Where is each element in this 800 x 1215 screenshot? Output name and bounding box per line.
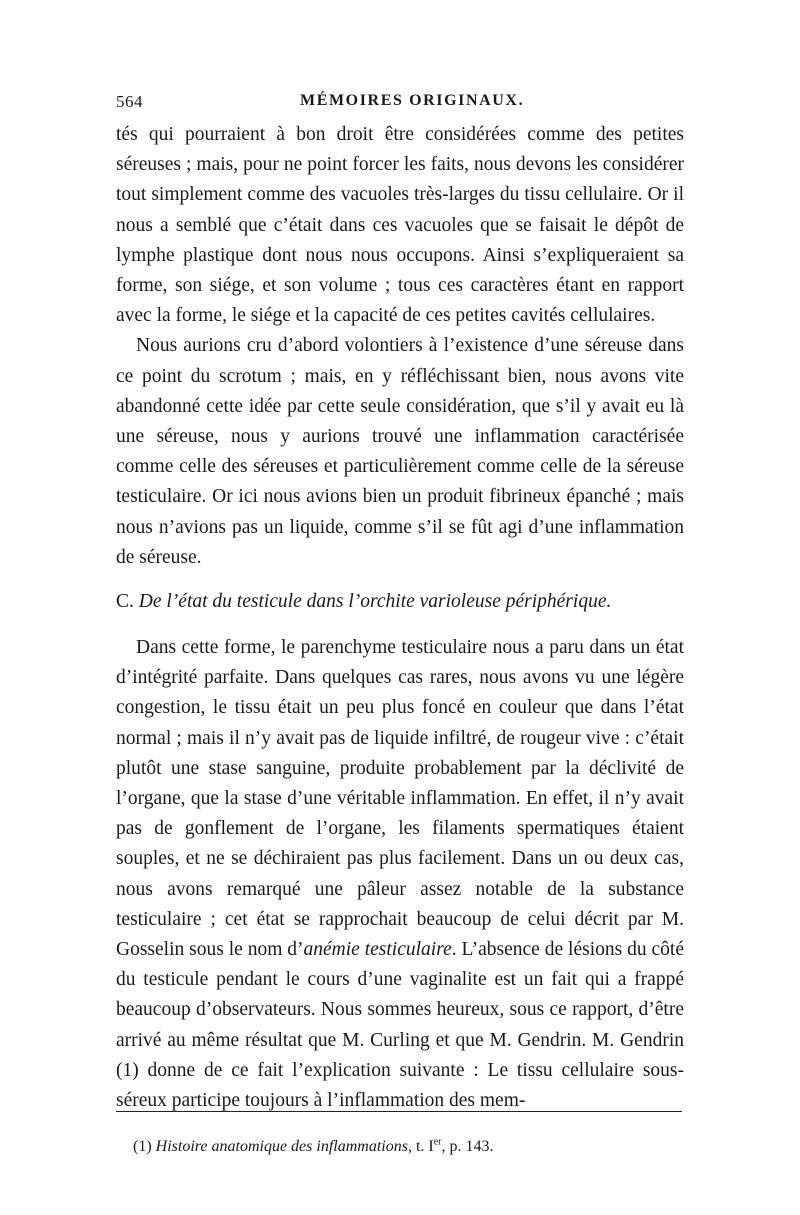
- footnote-ref-before: , t. I: [407, 1138, 434, 1155]
- page-number: 564: [116, 92, 143, 111]
- paragraph-testicule: [116, 633, 684, 1116]
- paragraph-text-part-1: Dans cette forme, le parenchyme testiculaire nous a paru dans un état d’intégrité parfaite. Dans quelques cas rares, nous avons vu une légère congestion, le tissu était un peu plus foncé en couleur que dans l’état normal ; mais il n’y avait pas de liquide infiltré, de rougeur vive : c’était plutôt une stase sanguine, produite probablement par la déclivité de l’organe, que la stase d’une véritable inflammation. En effet, il n’y avait pas de gonflement de l’organe, les filaments spermatiques étaient souples, et ne se déchiraient pas plus facilement. Dans un ou deux cas, nous avons remarqué une pâleur assez notable de la substance testiculaire ; cet état se rapprochait beaucoup de celui décrit par M. Gosselin sous le nom d’: [116, 637, 684, 961]
- section-title: De l’état du testicule dans l’orchite varioleuse périphérique.: [138, 591, 612, 613]
- footnote-rule: [116, 1111, 682, 1112]
- footnote-marker: (1): [133, 1138, 152, 1155]
- page-body: [116, 92, 684, 1116]
- footnote-ref-superscript: er: [433, 1136, 442, 1148]
- paragraph-italic-term: anémie testiculaire: [303, 939, 452, 961]
- footnote: [133, 1137, 494, 1157]
- footnote-ref-after: , p. 143.: [441, 1138, 494, 1155]
- running-head: [116, 92, 684, 120]
- paragraph-text-part-2: . L’absence de lésions du côté du testicule pendant le cours d’une vaginalite est un fait qui a frappé beaucoup d’observateurs. Nous sommes heureux, sous ce rapport, d’être arrivé au même résultat que M. Curling et que M. Gendrin. M. Gendrin (1) donne de ce fait l’explication suivante : Le tissu cellulaire sous-séreux participe toujours à l’inflammation des mem-: [116, 939, 684, 1112]
- section-heading: [116, 587, 684, 617]
- footnote-title: Histoire anatomique des inflammations: [155, 1138, 408, 1155]
- running-title: MÉMOIRES ORIGINAUX.: [300, 92, 525, 109]
- section-label: C.: [116, 591, 134, 613]
- paragraph-continuation: tés qui pourraient à bon droit être considérées comme des petites séreuses ; mais, pour ne point forcer les faits, nous devons les considérer tout simplement comme des vacuoles très-larges du tissu cellulaire. Or il nous a semblé que c’était dans ces vacuoles que se faisait le dépôt de lymphe plastique dont nous nous occupons. Ainsi s’expliqueraient sa forme, son siége, et son volume ; tous ces caractères étant en rapport avec la forme, le siége et la capacité de ces petites cavités cellulaires.: [116, 124, 684, 327]
- paragraph-sereuse: Nous aurions cru d’abord volontiers à l’existence d’une séreuse dans ce point du scrotum ; mais, en y réfléchissant bien, nous avons vite abandonné cette idée par cette seule considération, que s’il y avait eu là une séreuse, nous y aurions trouvé une inflammation caractérisée comme celle des séreuses et particulièrement comme celle de la séreuse testiculaire. Or ici nous avions bien un produit fibrineux épanché ; mais nous n’avions pas un liquide, comme s’il se fût agi d’une inflammation de séreuse.: [116, 335, 684, 568]
